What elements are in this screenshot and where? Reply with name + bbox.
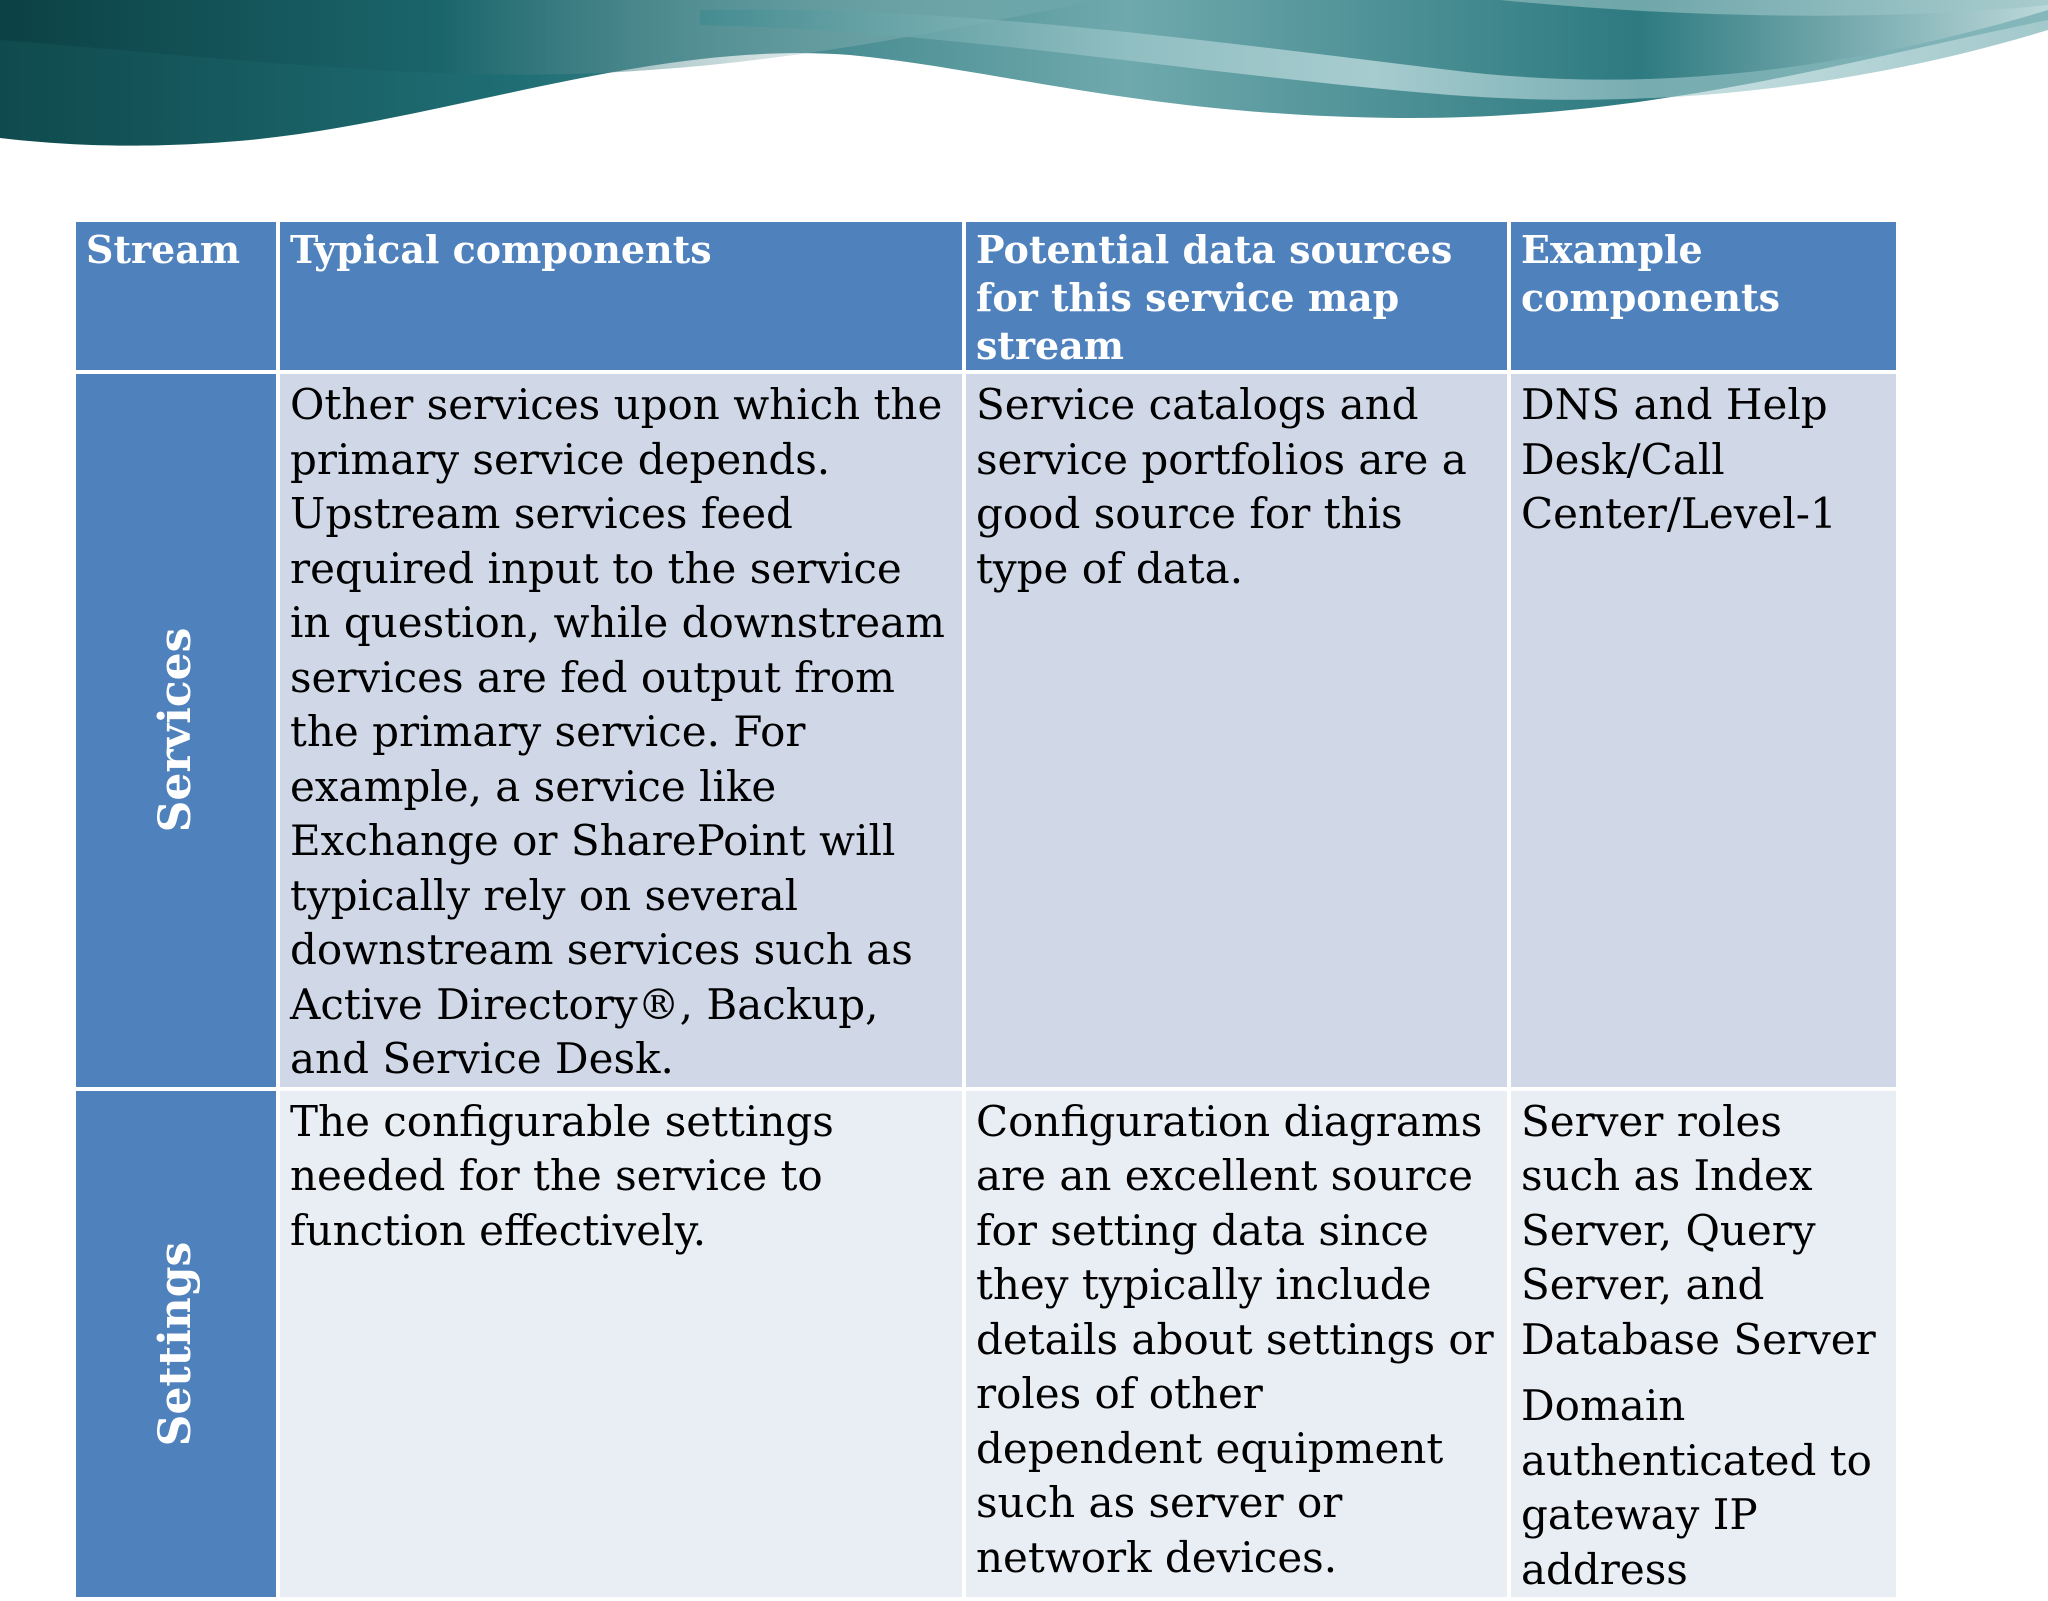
service-map-table [72, 218, 1900, 1601]
table-header-row [74, 220, 1898, 372]
example-components-cell [1509, 1089, 1898, 1600]
typical-components-cell: The configurable settings needed for the service to function effectively. [278, 1089, 964, 1600]
typical-components-cell: Other services upon which the primary service depends. Upstream services feed required input to the service in question, while downstream services are fed output from the primary service. For example, a service like Exchange or SharePoint will typically rely on several downstream services such as Active Directory®, Backup, and Service Desk. [278, 372, 964, 1089]
header-potential-data-sources: Potential data sources for this service map stream [964, 220, 1509, 372]
stream-cell [74, 372, 278, 1089]
example-components-cell [1509, 372, 1898, 1089]
header-stream: Stream [74, 220, 278, 372]
decorative-wave-banner [0, 0, 2048, 170]
data-sources-cell: Configuration diagrams are an excellent source for setting data since they typically include details about settings or roles of other dependent equipment such as server or network devices. [964, 1089, 1509, 1600]
example-paragraph: DNS and Help Desk/Call Center/Level-1 [1521, 380, 1837, 538]
header-example-components: Example components [1509, 220, 1898, 372]
table-row [74, 1089, 1898, 1600]
example-paragraph: Server roles such as Index Server, Query Server, and Database Server [1521, 1096, 1876, 1364]
data-sources-cell: Service catalogs and service portfolios are a good source for this type of data. [964, 372, 1509, 1089]
stream-cell [74, 1089, 278, 1600]
example-paragraph: Domain authenticated to gateway IP address [1521, 1381, 1872, 1594]
stream-label: Settings [149, 1241, 201, 1447]
stream-label: Services [149, 627, 201, 833]
table-row [74, 372, 1898, 1089]
header-typical-components: Typical components [278, 220, 964, 372]
